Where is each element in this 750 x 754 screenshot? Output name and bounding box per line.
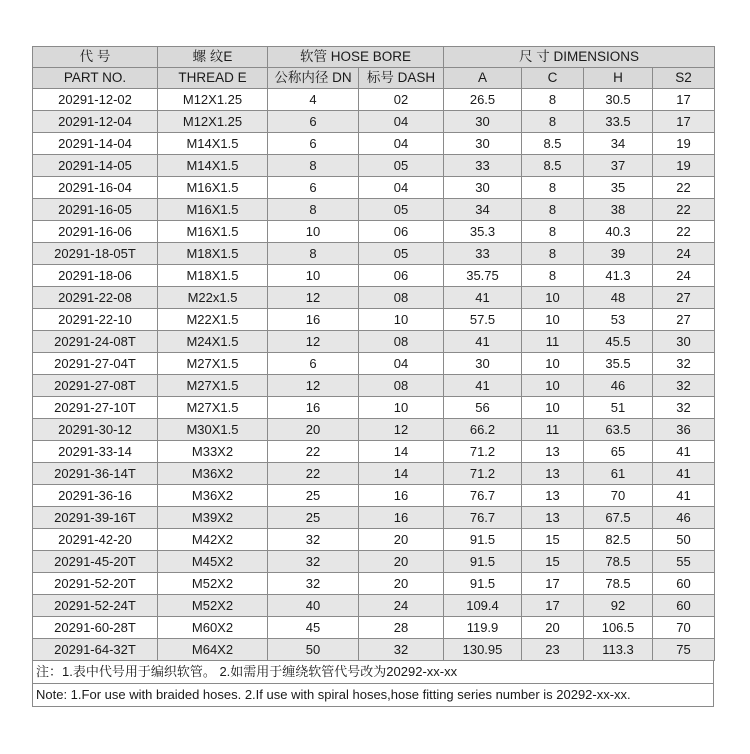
cell-dn: 4: [268, 89, 359, 111]
cell-thread: M27X1.5: [158, 397, 268, 419]
cell-dash: 16: [359, 485, 444, 507]
cell-dim-c: 17: [522, 573, 584, 595]
cell-dim-s2: 46: [653, 507, 715, 529]
cell-dash: 28: [359, 617, 444, 639]
spec-table-body: [33, 89, 715, 661]
cell-thread: M16X1.5: [158, 221, 268, 243]
cell-part-no: 20291-45-20T: [33, 551, 158, 573]
cell-dim-c: 11: [522, 331, 584, 353]
cell-dn: 25: [268, 485, 359, 507]
cell-dn: 45: [268, 617, 359, 639]
cell-dim-s2: 24: [653, 243, 715, 265]
table-row: [33, 595, 715, 617]
cell-dim-c: 10: [522, 375, 584, 397]
cell-dash: 02: [359, 89, 444, 111]
cell-dim-s2: 41: [653, 463, 715, 485]
cell-part-no: 20291-14-05: [33, 155, 158, 177]
header-thread-cn: 螺 纹E: [158, 47, 268, 68]
cell-thread: M18X1.5: [158, 265, 268, 287]
cell-dash: 20: [359, 573, 444, 595]
table-row: [33, 529, 715, 551]
cell-dim-h: 78.5: [584, 551, 653, 573]
cell-dim-h: 38: [584, 199, 653, 221]
cell-dim-s2: 36: [653, 419, 715, 441]
cell-part-no: 20291-22-10: [33, 309, 158, 331]
cell-dash: 04: [359, 133, 444, 155]
hose-fitting-spec-table: [32, 46, 715, 661]
cell-dim-h: 67.5: [584, 507, 653, 529]
table-row: [33, 309, 715, 331]
cell-dim-s2: 27: [653, 287, 715, 309]
cell-dash: 08: [359, 287, 444, 309]
table-row: [33, 463, 715, 485]
cell-dim-s2: 22: [653, 221, 715, 243]
cell-thread: M27X1.5: [158, 375, 268, 397]
cell-dim-c: 13: [522, 507, 584, 529]
header-thread-en: THREAD E: [158, 68, 268, 89]
cell-dash: 04: [359, 177, 444, 199]
cell-dash: 05: [359, 199, 444, 221]
cell-dim-a: 76.7: [444, 507, 522, 529]
table-row: [33, 485, 715, 507]
cell-part-no: 20291-27-10T: [33, 397, 158, 419]
cell-dim-s2: 75: [653, 639, 715, 661]
cell-part-no: 20291-52-24T: [33, 595, 158, 617]
header-dimensions: 尺 寸 DIMENSIONS: [444, 47, 715, 68]
cell-part-no: 20291-14-04: [33, 133, 158, 155]
cell-part-no: 20291-18-05T: [33, 243, 158, 265]
table-row: [33, 265, 715, 287]
header-a: A: [444, 68, 522, 89]
header-hose-bore: 软管 HOSE BORE: [268, 47, 444, 68]
cell-part-no: 20291-27-08T: [33, 375, 158, 397]
cell-dash: 10: [359, 309, 444, 331]
cell-thread: M24X1.5: [158, 331, 268, 353]
cell-dim-c: 23: [522, 639, 584, 661]
cell-thread: M33X2: [158, 441, 268, 463]
cell-dim-h: 33.5: [584, 111, 653, 133]
cell-dn: 12: [268, 375, 359, 397]
cell-dim-c: 11: [522, 419, 584, 441]
cell-dim-a: 33: [444, 155, 522, 177]
cell-dim-h: 92: [584, 595, 653, 617]
cell-dim-h: 61: [584, 463, 653, 485]
cell-dim-c: 13: [522, 485, 584, 507]
cell-dim-c: 15: [522, 551, 584, 573]
cell-dim-a: 91.5: [444, 573, 522, 595]
cell-dim-h: 82.5: [584, 529, 653, 551]
cell-dim-h: 113.3: [584, 639, 653, 661]
cell-dash: 08: [359, 375, 444, 397]
cell-thread: M12X1.25: [158, 89, 268, 111]
cell-dim-a: 41: [444, 375, 522, 397]
cell-thread: M64X2: [158, 639, 268, 661]
cell-dash: 08: [359, 331, 444, 353]
cell-thread: M12X1.25: [158, 111, 268, 133]
cell-dim-a: 109.4: [444, 595, 522, 617]
cell-dim-a: 91.5: [444, 551, 522, 573]
cell-dn: 22: [268, 441, 359, 463]
cell-dash: 16: [359, 507, 444, 529]
cell-dim-a: 35.75: [444, 265, 522, 287]
cell-dim-a: 35.3: [444, 221, 522, 243]
cell-part-no: 20291-22-08: [33, 287, 158, 309]
cell-dim-s2: 19: [653, 133, 715, 155]
cell-part-no: 20291-36-14T: [33, 463, 158, 485]
cell-dim-a: 71.2: [444, 441, 522, 463]
cell-dim-h: 78.5: [584, 573, 653, 595]
cell-part-no: 20291-16-05: [33, 199, 158, 221]
cell-dash: 10: [359, 397, 444, 419]
cell-dim-h: 35.5: [584, 353, 653, 375]
cell-dim-h: 37: [584, 155, 653, 177]
table-row: [33, 419, 715, 441]
cell-dim-a: 41: [444, 287, 522, 309]
cell-thread: M52X2: [158, 595, 268, 617]
cell-dim-a: 34: [444, 199, 522, 221]
cell-part-no: 20291-33-14: [33, 441, 158, 463]
cell-dim-s2: 24: [653, 265, 715, 287]
cell-thread: M42X2: [158, 529, 268, 551]
cell-dim-s2: 17: [653, 111, 715, 133]
header-c: C: [522, 68, 584, 89]
cell-dim-s2: 27: [653, 309, 715, 331]
cell-part-no: 20291-24-08T: [33, 331, 158, 353]
cell-dn: 50: [268, 639, 359, 661]
cell-dim-h: 46: [584, 375, 653, 397]
cell-dim-h: 65: [584, 441, 653, 463]
cell-dim-h: 40.3: [584, 221, 653, 243]
cell-dim-c: 10: [522, 353, 584, 375]
cell-dim-c: 13: [522, 463, 584, 485]
cell-dn: 25: [268, 507, 359, 529]
cell-dim-c: 8: [522, 243, 584, 265]
cell-dim-c: 8: [522, 265, 584, 287]
cell-dash: 14: [359, 441, 444, 463]
table-row: [33, 243, 715, 265]
cell-dim-s2: 22: [653, 199, 715, 221]
cell-dim-s2: 32: [653, 397, 715, 419]
cell-dn: 6: [268, 111, 359, 133]
cell-dim-s2: 32: [653, 353, 715, 375]
cell-thread: M30X1.5: [158, 419, 268, 441]
cell-dim-c: 13: [522, 441, 584, 463]
cell-dim-s2: 55: [653, 551, 715, 573]
cell-dim-a: 71.2: [444, 463, 522, 485]
cell-dim-a: 76.7: [444, 485, 522, 507]
header-s2: S2: [653, 68, 715, 89]
cell-thread: M22X1.5: [158, 309, 268, 331]
cell-dim-s2: 60: [653, 573, 715, 595]
cell-thread: M52X2: [158, 573, 268, 595]
cell-dim-a: 119.9: [444, 617, 522, 639]
table-row: [33, 353, 715, 375]
cell-dn: 6: [268, 177, 359, 199]
table-row: [33, 155, 715, 177]
cell-thread: M45X2: [158, 551, 268, 573]
cell-dash: 05: [359, 243, 444, 265]
cell-thread: M16X1.5: [158, 177, 268, 199]
cell-dim-c: 8: [522, 111, 584, 133]
cell-dn: 16: [268, 397, 359, 419]
table-row: [33, 331, 715, 353]
cell-dim-h: 70: [584, 485, 653, 507]
cell-dim-s2: 41: [653, 485, 715, 507]
table-row: [33, 221, 715, 243]
cell-part-no: 20291-18-06: [33, 265, 158, 287]
cell-dn: 6: [268, 353, 359, 375]
cell-dash: 04: [359, 353, 444, 375]
header-dash: 标号 DASH: [359, 68, 444, 89]
table-row: [33, 111, 715, 133]
header-part-cn: 代 号: [33, 47, 158, 68]
cell-dash: 05: [359, 155, 444, 177]
cell-dim-h: 63.5: [584, 419, 653, 441]
header-dn: 公称内径 DN: [268, 68, 359, 89]
cell-dim-a: 130.95: [444, 639, 522, 661]
cell-dim-a: 30: [444, 177, 522, 199]
cell-dim-c: 10: [522, 287, 584, 309]
cell-dim-s2: 30: [653, 331, 715, 353]
table-row: [33, 89, 715, 111]
cell-dim-s2: 60: [653, 595, 715, 617]
cell-dim-c: 8: [522, 221, 584, 243]
cell-thread: M22x1.5: [158, 287, 268, 309]
cell-dim-c: 8: [522, 177, 584, 199]
cell-part-no: 20291-30-12: [33, 419, 158, 441]
cell-dim-a: 33: [444, 243, 522, 265]
cell-dim-c: 10: [522, 309, 584, 331]
spec-table-container: [32, 46, 714, 707]
cell-dn: 8: [268, 199, 359, 221]
cell-dim-a: 56: [444, 397, 522, 419]
cell-dash: 14: [359, 463, 444, 485]
cell-dash: 32: [359, 639, 444, 661]
table-row: [33, 441, 715, 463]
cell-part-no: 20291-12-04: [33, 111, 158, 133]
cell-dim-h: 35: [584, 177, 653, 199]
table-row: [33, 397, 715, 419]
table-row: [33, 199, 715, 221]
cell-dim-c: 10: [522, 397, 584, 419]
cell-dim-a: 26.5: [444, 89, 522, 111]
cell-dash: 20: [359, 551, 444, 573]
cell-dn: 6: [268, 133, 359, 155]
cell-dim-h: 41.3: [584, 265, 653, 287]
cell-dim-c: 8.5: [522, 133, 584, 155]
table-row: [33, 287, 715, 309]
cell-part-no: 20291-16-06: [33, 221, 158, 243]
cell-part-no: 20291-16-04: [33, 177, 158, 199]
cell-dim-c: 8: [522, 89, 584, 111]
cell-dim-a: 30: [444, 133, 522, 155]
cell-dn: 8: [268, 243, 359, 265]
cell-thread: M27X1.5: [158, 353, 268, 375]
cell-dn: 40: [268, 595, 359, 617]
cell-dim-s2: 32: [653, 375, 715, 397]
cell-dim-c: 8: [522, 199, 584, 221]
header-row-2: [33, 68, 715, 89]
cell-dim-c: 8.5: [522, 155, 584, 177]
cell-dim-c: 15: [522, 529, 584, 551]
table-row: [33, 133, 715, 155]
cell-dash: 04: [359, 111, 444, 133]
cell-dn: 12: [268, 331, 359, 353]
notes-box: [32, 661, 714, 707]
header-h: H: [584, 68, 653, 89]
cell-thread: M14X1.5: [158, 133, 268, 155]
table-row: [33, 507, 715, 529]
table-row: [33, 375, 715, 397]
header-part-en: PART NO.: [33, 68, 158, 89]
cell-dim-c: 17: [522, 595, 584, 617]
cell-dim-h: 53: [584, 309, 653, 331]
cell-dim-h: 30.5: [584, 89, 653, 111]
table-row: [33, 551, 715, 573]
cell-dn: 32: [268, 551, 359, 573]
cell-dn: 32: [268, 529, 359, 551]
cell-dim-h: 51: [584, 397, 653, 419]
cell-dim-s2: 22: [653, 177, 715, 199]
table-row: [33, 617, 715, 639]
cell-dim-a: 57.5: [444, 309, 522, 331]
cell-dim-s2: 41: [653, 441, 715, 463]
cell-part-no: 20291-27-04T: [33, 353, 158, 375]
header-row-1: [33, 47, 715, 68]
cell-dim-h: 45.5: [584, 331, 653, 353]
cell-dim-a: 66.2: [444, 419, 522, 441]
cell-dim-s2: 50: [653, 529, 715, 551]
cell-dim-s2: 17: [653, 89, 715, 111]
cell-dn: 10: [268, 265, 359, 287]
cell-dim-h: 34: [584, 133, 653, 155]
cell-part-no: 20291-60-28T: [33, 617, 158, 639]
table-row: [33, 177, 715, 199]
table-row: [33, 573, 715, 595]
cell-dn: 8: [268, 155, 359, 177]
cell-dim-a: 41: [444, 331, 522, 353]
cell-dim-s2: 70: [653, 617, 715, 639]
cell-dn: 16: [268, 309, 359, 331]
cell-thread: M36X2: [158, 463, 268, 485]
cell-thread: M39X2: [158, 507, 268, 529]
cell-thread: M14X1.5: [158, 155, 268, 177]
cell-part-no: 20291-52-20T: [33, 573, 158, 595]
cell-dn: 32: [268, 573, 359, 595]
cell-thread: M18X1.5: [158, 243, 268, 265]
cell-dim-s2: 19: [653, 155, 715, 177]
note-chinese: 注：1.表中代号用于编织软管。 2.如需用于缠绕软管代号改为20292-xx-xx: [36, 664, 458, 679]
cell-thread: M36X2: [158, 485, 268, 507]
cell-dim-a: 30: [444, 353, 522, 375]
cell-dn: 22: [268, 463, 359, 485]
cell-dim-h: 48: [584, 287, 653, 309]
cell-part-no: 20291-12-02: [33, 89, 158, 111]
cell-dim-c: 20: [522, 617, 584, 639]
cell-part-no: 20291-64-32T: [33, 639, 158, 661]
cell-part-no: 20291-39-16T: [33, 507, 158, 529]
cell-dim-a: 91.5: [444, 529, 522, 551]
cell-dash: 06: [359, 221, 444, 243]
note-english: Note: 1.For use with braided hoses. 2.If use with spiral hoses,hose fitting series number is 20292-xx-xx.: [33, 683, 713, 706]
cell-dn: 20: [268, 419, 359, 441]
cell-dash: 06: [359, 265, 444, 287]
cell-dim-a: 30: [444, 111, 522, 133]
cell-dash: 20: [359, 529, 444, 551]
cell-dn: 10: [268, 221, 359, 243]
cell-dash: 12: [359, 419, 444, 441]
cell-part-no: 20291-42-20: [33, 529, 158, 551]
cell-thread: M16X1.5: [158, 199, 268, 221]
cell-dash: 24: [359, 595, 444, 617]
table-row: [33, 639, 715, 661]
cell-thread: M60X2: [158, 617, 268, 639]
cell-dn: 12: [268, 287, 359, 309]
cell-dim-h: 106.5: [584, 617, 653, 639]
cell-part-no: 20291-36-16: [33, 485, 158, 507]
cell-dim-h: 39: [584, 243, 653, 265]
